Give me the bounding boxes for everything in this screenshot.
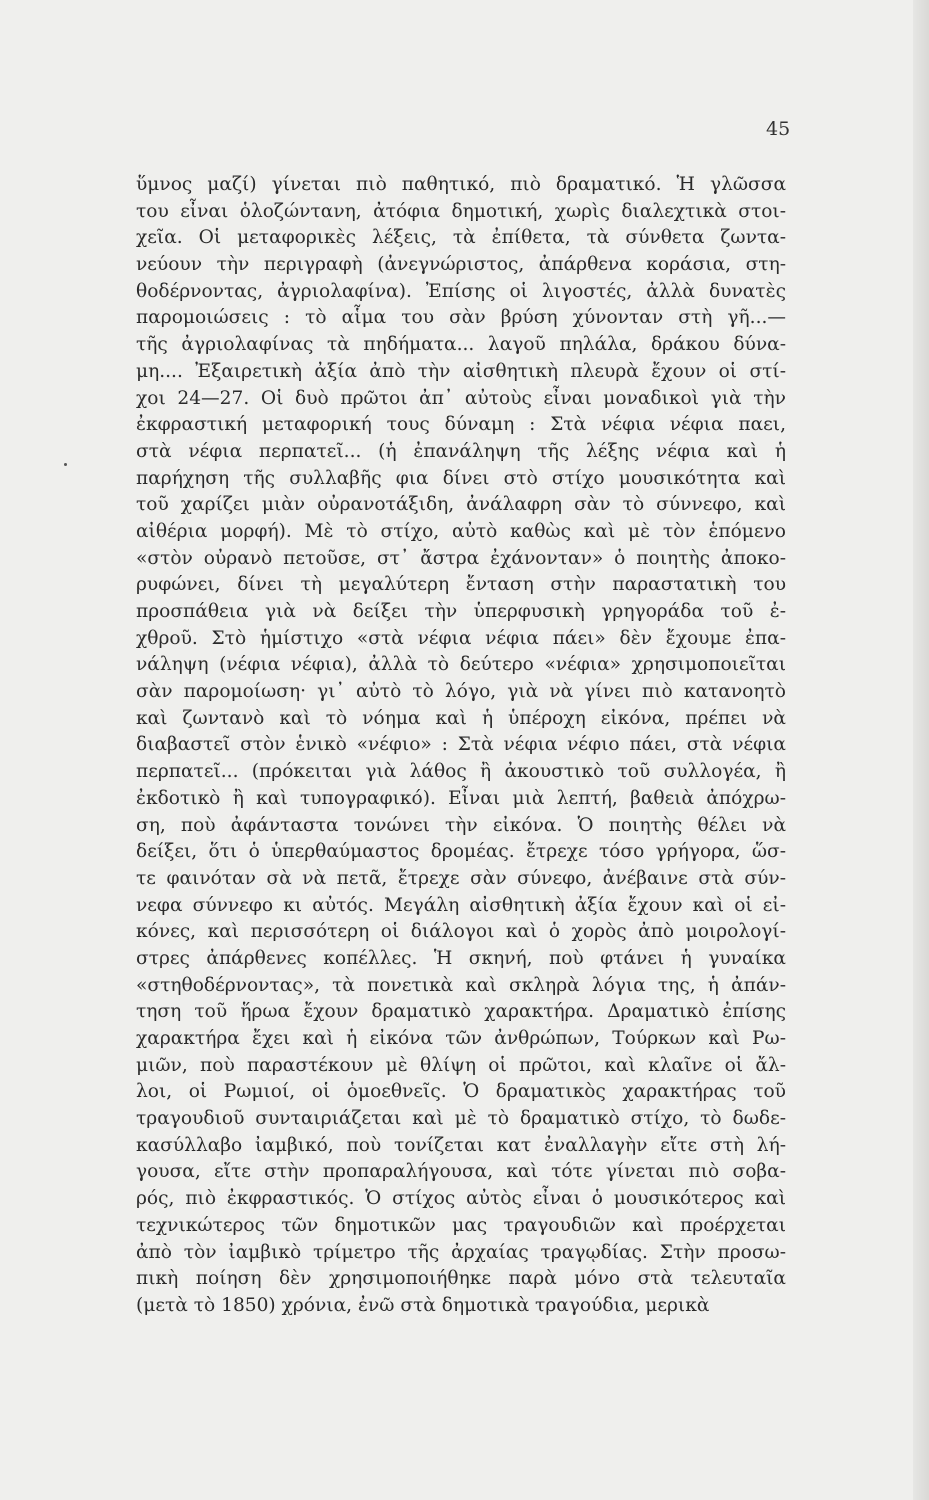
- text-line: τραγουδιοῦ συνταιριάζεται καὶ μὲ τὸ δραματικὸ στίχο, τὸ δωδε-: [136, 1108, 786, 1130]
- text-line: τηση τοῦ ἥρωα ἔχουν δραματικὸ χαρακτήρα. Δραματικὸ ἐπίσης: [136, 1001, 786, 1023]
- text-line: στὰ νέφια περπατεῖ... (ἡ ἐπανάληψη τῆς λέξης νέφια καὶ ἡ: [136, 440, 786, 462]
- text-line: (μετὰ τὸ 1850) χρόνια, ἐνῶ στὰ δημοτικὰ τραγούδια, μερικὰ: [136, 1294, 710, 1316]
- text-line: αἰθέρια μορφή). Μὲ τὸ στίχο, αὐτὸ καθὼς καὶ μὲ τὸν ἑπόμενο: [136, 520, 786, 542]
- text-line: καὶ ζωντανὸ καὶ τὸ νόημα καὶ ἡ ὑπέροχη εἰκόνα, πρέπει νὰ: [136, 707, 786, 729]
- text-line: ρός, πιὸ ἐκφραστικός. Ὁ στίχος αὐτὸς εἶναι ὁ μουσικότερος καὶ: [136, 1188, 786, 1210]
- text-line: ἐκφραστική μεταφορική τους δύναμη : Στὰ νέφια νέφια παει,: [136, 414, 786, 436]
- page-number: 45: [766, 118, 791, 140]
- text-line: λοι, οἱ Ρωμιοί, οἱ ὁμοεθνεῖς. Ὁ δραματικὸς χαρακτήρας τοῦ: [136, 1081, 786, 1103]
- text-line: χθροῦ. Στὸ ἡμίστιχο «στὰ νέφια νέφια πάει» δὲν ἔχουμε ἐπα-: [136, 627, 786, 649]
- text-line: ρυφώνει, δίνει τὴ μεγαλύτερη ἔνταση στὴν παραστατικὴ του: [136, 574, 786, 596]
- text-line: περπατεῖ... (πρόκειται γιὰ λάθος ἢ ἀκουστικὸ τοῦ συλλογέα, ἢ: [136, 761, 786, 783]
- text-line: τε φαινόταν σὰ νὰ πετᾶ, ἔτρεχε σὰν σύνεφο, ἀνέβαινε στὰ σύν-: [136, 867, 786, 889]
- text-line: του εἶναι ὁλοζώντανη, ἀτόφια δημοτική, χωρὶς διαλεχτικὰ στοι-: [136, 200, 786, 222]
- text-line: παρομοιώσεις : τὸ αἷμα του σὰν βρύση χύνονταν στὴ γῆ...—: [136, 307, 786, 329]
- text-line: «στὸν οὐρανὸ πετοῦσε, στ᾿ ἄστρα ἐχάνονταν» ὁ ποιητὴς ἀποκο-: [136, 547, 786, 569]
- text-line: διαβαστεῖ στὸν ἑνικὸ «νέφιο» : Στὰ νέφια νέφιο πάει, στὰ νέφια: [136, 734, 786, 756]
- text-line: τοῦ χαρίζει μιὰν οὐρανοτάξιδη, ἀνάλαφρη σὰν τὸ σύννεφο, καὶ: [136, 494, 786, 516]
- text-line: χοι 24—27. Οἱ δυὸ πρῶτοι ἀπ᾿ αὐτοὺς εἶναι μοναδικοὶ γιὰ τὴν: [136, 387, 786, 409]
- text-line: ὕμνος μαζί) γίνεται πιὸ παθητικό, πιὸ δραματικό. Ἡ γλῶσσα: [136, 174, 786, 195]
- text-line: «στηθοδέρνοντας», τὰ πονετικὰ καὶ σκληρὰ λόγια της, ἡ ἀπάν-: [136, 974, 786, 996]
- body-text: [136, 172, 786, 1320]
- text-line: νεφα σύννεφο κι αὐτός. Μεγάλη αἰσθητικὴ ἀξία ἔχουν καὶ οἱ εἰ-: [136, 894, 786, 916]
- text-line: τεχνικώτερος τῶν δημοτικῶν μας τραγουδιῶν καὶ προέρχεται: [136, 1214, 786, 1236]
- text-line: κόνες, καὶ περισσότερη οἱ διάλογοι καὶ ὁ χορὸς ἀπὸ μοιρολογί-: [136, 921, 786, 943]
- text-line: ἀπὸ τὸν ἰαμβικὸ τρίμετρο τῆς ἀρχαίας τραγῳδίας. Στὴν προσω-: [136, 1241, 786, 1263]
- text-line: γουσα, εἴτε στὴν προπαραλήγουσα, καὶ τότε γίνεται πιὸ σοβα-: [136, 1161, 786, 1183]
- text-line: προσπάθεια γιὰ νὰ δείξει τὴν ὑπερφυσικὴ γρηγοράδα τοῦ ἐ-: [136, 601, 786, 622]
- text-line: ση, ποὺ ἀφάνταστα τονώνει τὴν εἰκόνα. Ὁ ποιητὴς θέλει νὰ: [136, 814, 786, 836]
- text-line: δείξει, ὅτι ὁ ὑπερθαύμαστος δρομέας. ἔτρεχε τόσο γρήγορα, ὥσ-: [136, 841, 786, 863]
- text-line: σὰν παρομοίωση· γι᾿ αὐτὸ τὸ λόγο, γιὰ νὰ γίνει πιὸ κατανοητὸ: [136, 681, 786, 703]
- text-line: παρήχηση τῆς συλλαβῆς φια δίνει στὸ στίχο μουσικότητα καὶ: [136, 467, 786, 489]
- text-line: νάληψη (νέφια νέφια), ἀλλὰ τὸ δεύτερο «νέφια» χρησιμοποιεῖται: [136, 654, 786, 676]
- text-line: πικὴ ποίηση δὲν χρησιμοποιήθηκε παρὰ μόνο στὰ τελευταῖα: [136, 1268, 786, 1290]
- text-line: χεῖα. Οἱ μεταφορικὲς λέξεις, τὰ ἐπίθετα, τὰ σύνθετα ζωντα-: [136, 227, 786, 249]
- text-line: νεύουν τὴν περιγραφὴ (ἀνεγνώριστος, ἀπάρθενα κοράσια, στη-: [136, 254, 786, 276]
- text-line: μη.... Ἐξαιρετικὴ ἀξία ἀπὸ τὴν αἰσθητικὴ πλευρὰ ἔχουν οἱ στί-: [136, 360, 786, 382]
- text-line: στρες ἀπάρθενες κοπέλλες. Ἡ σκηνή, ποὺ φτάνει ἡ γυναίκα: [136, 947, 786, 969]
- text-line: τῆς ἀγριολαφίνας τὰ πηδήματα... λαγοῦ πηλάλα, δράκου δύνα-: [136, 334, 786, 356]
- page-edge-shadow: [913, 0, 929, 1500]
- text-line: χαρακτήρα ἔχει καὶ ἡ εἰκόνα τῶν ἀνθρώπων, Τούρκων καὶ Ρω-: [136, 1028, 786, 1049]
- text-line: θοδέρνοντας, ἀγριολαφίνα). Ἐπίσης οἱ λιγοστές, ἀλλὰ δυνατὲς: [136, 280, 786, 302]
- margin-speck: [64, 463, 67, 466]
- text-line: κασύλλαβο ἰαμβικό, ποὺ τονίζεται κατ ἐναλλαγὴν εἴτε στὴ λή-: [136, 1134, 786, 1156]
- text-line: μιῶν, ποὺ παραστέκουν μὲ θλίψη οἱ πρῶτοι, καὶ κλαῖνε οἱ ἄλ-: [136, 1054, 786, 1076]
- text-line: ἐκδοτικὸ ἢ καὶ τυπογραφικό). Εἶναι μιὰ λεπτή, βαθειὰ ἀπόχρω-: [136, 787, 786, 809]
